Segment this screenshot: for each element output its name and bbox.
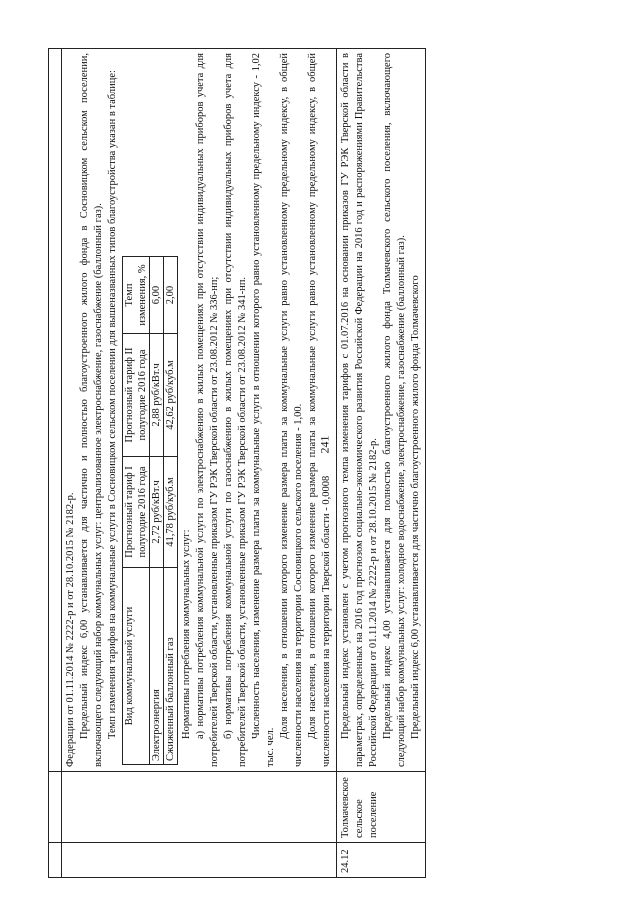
description-cell xyxy=(336,49,425,772)
paragraph: Федерации от 01.11.2014 № 2222-р и от 28.10.2015 № 2182-р. xyxy=(65,492,76,767)
tariff-header: Темп изменения, % xyxy=(122,257,149,334)
paragraph: Доля населения, в отношении которого изменение размера платы за коммунальные услуги равно установленному предельному индексу, в общей численности населения на территории Тверской области - 0,0008 xyxy=(306,53,332,767)
tariff-cell: Сжиженный баллонный газ xyxy=(164,568,178,765)
tariff-header: Вид коммунальной услуги xyxy=(122,568,149,765)
tariff-row xyxy=(150,257,164,765)
tariff-cell: 6,00 xyxy=(150,257,164,334)
page-number: 241 xyxy=(317,435,332,454)
tariff-cell: 2,72 руб/кВт.ч xyxy=(150,457,164,568)
description-cell xyxy=(62,49,337,772)
tariff-cell: 42,62 руб/куб.м xyxy=(164,334,178,457)
paragraph: Предельный индекс 4,00 устанавливается для полностью благоустроенного жилого фонда Толмачевского сельского поселения, включающего следующий набор коммунальных услуг: холодное водоснабжение, электроснабжение, газоснабжение (баллонный газ). xyxy=(381,53,407,767)
tariff-row xyxy=(164,257,178,765)
table-row xyxy=(336,49,425,878)
settlement-name-cell xyxy=(62,772,337,843)
row-number: 24.12 xyxy=(336,843,425,878)
tariff-header: Прогнозный тариф I полугодие 2016 года xyxy=(122,457,149,568)
paragraph: а) нормативы потребления коммунальной услуги по электроснабжению в жилых помещениях при отсутствии индивидуальных приборов учета для потребителей Тверской области, установленные приказом ГУ РЭК Тверской области от 23.08.2012 № 336-нп; xyxy=(195,53,221,767)
paragraph: Нормативы потребления коммунальных услуг: xyxy=(181,529,193,739)
row-number-cell xyxy=(62,843,337,878)
paragraph: Численность населения, изменение размера платы за коммунальные услуги в отношении которого равно установленному предельному индексу - 1,02 тыс. чел. xyxy=(251,53,277,767)
paragraph: Предельный индекс установлен с учетом прогнозного темпа изменения тарифов с 01.07.2016 на основании приказов ГУ РЭК Тверской области в параметрах, определенных на 2016 год прогнозом социально-экономического развития Российской Федерации на 2016 год и распоряжениями Правительства Российской Федерации от 01.11.2014 № 2222-р и от 28.10.2015 № 2182-р. xyxy=(339,53,379,767)
tariff-cell: 2,00 xyxy=(164,257,178,334)
paragraph: Доля населения, в отношении которого изменение размера платы за коммунальные услуги равно установленному предельному индексу, в общей численности населения на территории Сосновицкого сельского поселения - 1,00. xyxy=(278,53,304,767)
paragraph: б) нормативы потребления коммунальной услуги по газоснабжению в жилых помещениях при отсутствии индивидуальных приборов учета для потребителей Тверской области, установленные приказом ГУ РЭК Тверской области от 23.08.2012 № 341-нп. xyxy=(223,53,249,767)
paragraph: Предельный индекс 6,00 устанавливается для частично благоустроенного жилого фонда Толмачевского xyxy=(409,275,421,739)
tariff-header: Прогнозный тариф II полугодие 2016 года xyxy=(122,334,149,457)
paragraph: Темп изменения тарифов на коммунальные услуги в Сосновицком сельском поселении для вышеназванных типов благоустройства указан в таблице: xyxy=(106,70,118,739)
table-row xyxy=(62,49,337,878)
tariff-cell: Электроэнергия xyxy=(150,568,164,765)
tariff-cell: 2,88 руб/кВт.ч xyxy=(150,334,164,457)
tariff-table xyxy=(122,256,179,765)
settlement-name: Толмачевское сельское поселение xyxy=(336,772,425,843)
rotated-document xyxy=(48,48,588,878)
main-table xyxy=(48,48,426,878)
paragraph: Предельный индекс 6,00 устанавливается для частично и полностью благоустроенного жилого фонда в Сосновицком сельском поселении, включающего следующий набор коммунальных услуг: централизованное электроснабжение, газоснабжение (баллонный газ). xyxy=(78,53,104,767)
tariff-cell: 41,78 руб/куб.м xyxy=(164,457,178,568)
